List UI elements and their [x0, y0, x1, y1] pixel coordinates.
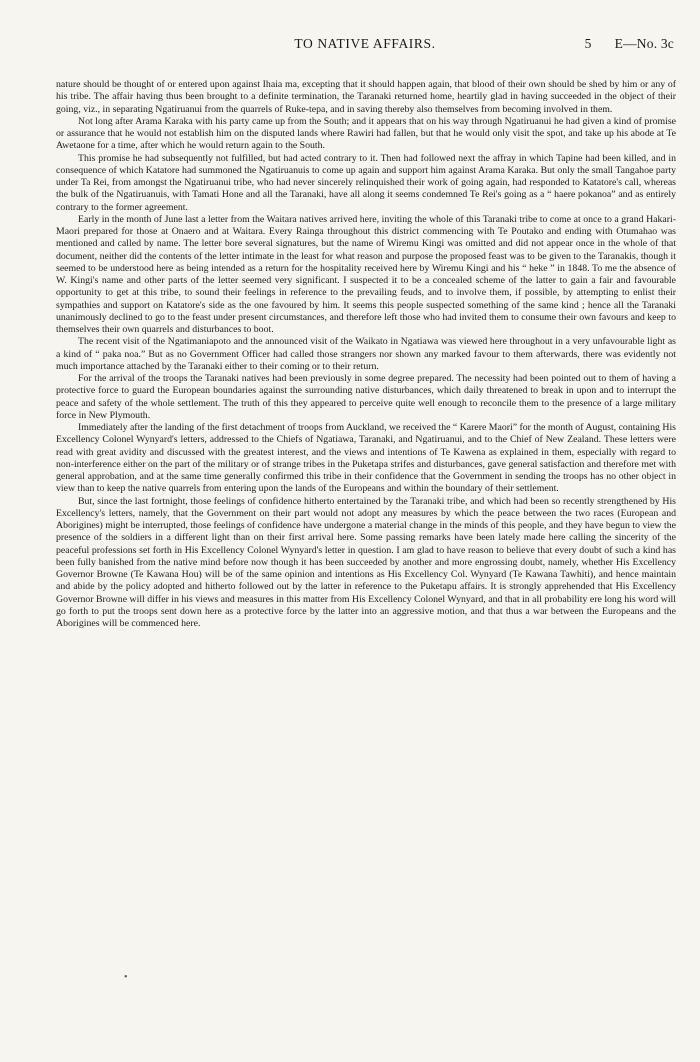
paragraph: Early in the month of June last a letter from the Waitara natives arrived here, inviting the whole of this Taranaki tribe to come at once to a grand Hakari-Maori prepared for those at Onaero and at Waitara. Every Rainga throughout this district commencing with Te Poutako and ending with Otumahao was mentioned and called by name. The letter bore several signatures, but the name of Wiremu Kingi was omitted and did not appear once in the whole of that document, neither did the contents of the letter intimate in the least for what reason and purpose the proposed feast was to be given to the Taranakis, though it seemed to be understood here as being intended as a return for the hospitality received here by Wiremu Kingi and his “ heke ” in 1848. To me the absence of W. Kingi's name and other parts of the letter seemed very significant. I suspected it to be a concealed scheme of the latter to gain a fair and favourable opportunity to get at this tribe, to sound their feelings in reference to the prevailing feuds, and to involve them, if possible, by attempting to enlist their sympathies and support on Katatore's side as the one favoured by him. It seems this people suspected something of the same kind ; hence all the Taranaki unanimously declined to go to the feast under present circumstances, and therefore left those who had invited them to consume their own favours and keep to themselves their own quarrels and disturbances to boot.: [56, 213, 676, 335]
paragraph: Immediately after the landing of the first detachment of troops from Auckland, we received the “ Karere Maori” for the month of August, containing His Excellency Colonel Wynyard's letters, addressed to the Chiefs of Ngatiawa, Taranaki, and Ngatiruanui, and to the Chief of New Zealand. These letters were read with great avidity and discussed with the greatest interest, and the views and intentions of Te Kawena as explained in them, especially with regard to non-interference either on the part of the military or of strange tribes in the Puketapa strifes and disturbances, gave general satisfaction and therefore met with general approbation, and at the same time generally confirmed this tribe in their confidence that the Government in sending the troops has no other object in view than to keep the native quarrels from entering upon the lands of the Europeans and within the boundary of their settlement.: [56, 422, 676, 495]
document-reference: E—No. 3c: [614, 36, 674, 51]
paragraph: nature should be thought of or entered upon against Ihaia ma, excepting that it should happen again, that blood of their own should be shed by him or any of his tribe. The affair having thus been brought to a definite termination, the Taranaki returned home, heartily glad in having succeeded in the object of their going, viz., in separating Ngatiruanui from the quarrels of Ruke-tepa, and in saving thereby also themselves from becoming involved in them.: [56, 79, 676, 115]
paragraph: For the arrival of the troops the Taranaki natives had been previously in some degree prepared. The necessity had been pointed out to them of having a protective force to guard the European boundaries against the surrounding native disturbances, which daily threatened to break in upon and to interrupt the peace and safety of the whole settlement. The truth of this they appeared to perceive quite well enough to reconcile them to the presence of a large military force in New Plymouth.: [56, 373, 676, 421]
paragraph: Not long after Arama Karaka with his party came up from the South; and it appears that on his way through Ngatiruanui he had given a kind of promise or assurance that he would not establish him on the disputed lands where Rawiri had fallen, but that he would only visit the spot, and take up his abode at Te Awetaone for a time, after which he would return again to the South.: [56, 115, 676, 152]
page-header: [56, 36, 674, 60]
running-head: TO NATIVE AFFAIRS.: [294, 36, 436, 51]
paragraph: This promise he had subsequently not fulfilled, but had acted contrary to it. Then had followed next the affray in which Tapine had been killed, and in consequence of which Katatore had summoned the Ngatiruanuis to come up again and support him against Arama Karaka. But only the small Tangahoe party under Ta Rei, from amongst the Ngatiruanui tribe, who had never sincerely relinquished their work of going again, had responded to Katatore's call, whereas the bulk of the Ngatiruanuis, with Tamati Hone and all the Taranaki, have all along it seems condemned Te Rei's going as a “ haere pokanoa” and as entirely contrary to the former agreement.: [56, 152, 676, 213]
body-text: [56, 79, 676, 630]
page-number: 5: [584, 36, 592, 51]
footer-mark: •: [124, 972, 128, 983]
paragraph: The recent visit of the Ngatimaniapoto and the announced visit of the Waikato in Ngatiawa was viewed here throughout in a very unfavourable light as a kind of “ paka noa.” But as no Government Officer had called those strangers nor shown any marked favour to them afterwards, there was evidently not much importance attached by the Taranaki either to their coming or to their return.: [56, 336, 676, 372]
paragraph: But, since the last fortnight, those feelings of confidence hitherto entertained by the Taranaki tribe, and which had been so recently strengthened by His Excellency's letters, namely, that the Government on their part would not adopt any measures by which the peace between the two races (European and Aborigines) might be interrupted, those feelings of confidence have undergone a material change in the minds of this people, and they have begun to view the presence of the soldiers in a different light than on their first arrival here. Some passing remarks have been lately made here calling the sincerity of the peaceful professions set forth in His Excellency Colonel Wynyard's letter in question. I am glad to have reason to believe that every doubt of such a kind has been fully banished from the native mind before now though it has been succeeded by another and more engrossing doubt, namely, whether His Excellency Governor Browne (Te Kawana Hou) will be of the same opinion and intentions as His Excellency Col. Wynyard (Te Kawana Tawhiti), and hence maintain and abide by the policy adopted and hitherto followed out by the latter in reference to the Puketapu affairs. It is strongly apprehended that His Excellency Governor Browne will differ in his views and measures in this matter from His Excellency Colonel Wynyard, and that in all probability ere long his word will go forth to put the troops sent down here as a protective force by the latter into an aggressive motion, and that thus a war between the Europeans and the Aborigines will be commenced here.: [56, 495, 676, 629]
